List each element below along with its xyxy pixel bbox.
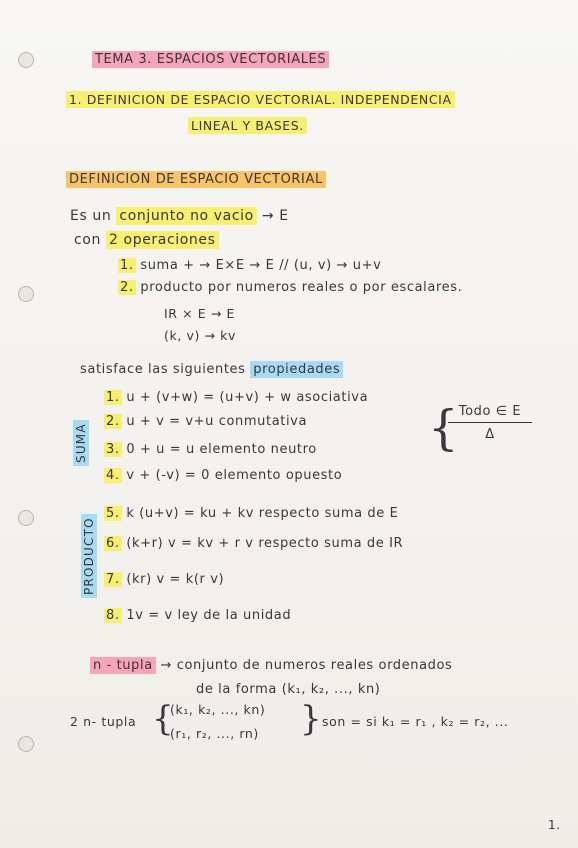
group-label-suma: SUMA	[74, 420, 88, 466]
binder-hole	[18, 52, 34, 68]
property-6: 6. (k+r) v = kv + r v respecto suma de IR	[106, 536, 404, 551]
binder-hole	[18, 286, 34, 302]
properties-intro: satisface las siguientes propiedades	[80, 362, 343, 377]
tuple-r: (r₁, r₂, ..., rn)	[170, 726, 259, 741]
curly-brace-icon: {	[428, 400, 459, 456]
property-7: 7. (kr) v = k(r v)	[106, 572, 225, 587]
page-title: TEMA 3. ESPACIOS VECTORIALES	[92, 52, 329, 67]
definition-line1: Es un conjunto no vacio → E	[70, 208, 289, 224]
binder-hole	[18, 510, 34, 526]
two-ntupla-label: 2 n- tupla	[70, 714, 137, 729]
definition-heading: DEFINICION DE ESPACIO VECTORIAL	[66, 172, 326, 187]
operation-2-element: (k, v) → kv	[164, 328, 236, 343]
tuple-k: (k₁, k₂, ..., kn)	[170, 702, 266, 717]
property-8: 8. 1v = v ley de la unidad	[106, 608, 292, 623]
equality-condition: son = si k₁ = r₁ , k₂ = r₂, ...	[322, 714, 509, 729]
binder-hole	[18, 736, 34, 752]
left-brace-icon: {	[152, 699, 174, 739]
operation-2: 2. producto por numeros reales o por escalares.	[120, 280, 463, 295]
property-5: 5. k (u+v) = ku + kv respecto suma de E	[106, 506, 399, 521]
section-heading-line1: 1. DEFINICION DE ESPACIO VECTORIAL. INDEPENDENCIA	[66, 92, 455, 107]
section-heading-line2: LINEAL Y BASES.	[188, 118, 307, 133]
scope-note: Todo ∈ E Δ	[448, 404, 532, 442]
definition-line2: con 2 operaciones	[74, 232, 219, 248]
property-3: 3. 0 + u = u elemento neutro	[106, 442, 317, 457]
underline-divider	[448, 422, 532, 423]
operation-1: 1. suma + → E×E → E // (u, v) → u+v	[120, 258, 382, 273]
property-2: 2. u + v = v+u conmutativa	[106, 414, 308, 429]
property-1: 1. u + (v+w) = (u+v) + w asociativa	[106, 390, 369, 405]
group-label-producto: PRODUCTO	[82, 514, 96, 598]
ntupla-definition-line1: n - tupla → conjunto de numeros reales ordenados	[90, 658, 452, 673]
operation-2-mapping: IR × E → E	[164, 306, 236, 321]
ntupla-definition-line2: de la forma (k₁, k₂, ..., kn)	[196, 682, 381, 697]
property-4: 4. v + (-v) = 0 elemento opuesto	[106, 468, 343, 483]
page-number: 1.	[548, 818, 561, 832]
right-brace-icon: }	[300, 699, 322, 739]
